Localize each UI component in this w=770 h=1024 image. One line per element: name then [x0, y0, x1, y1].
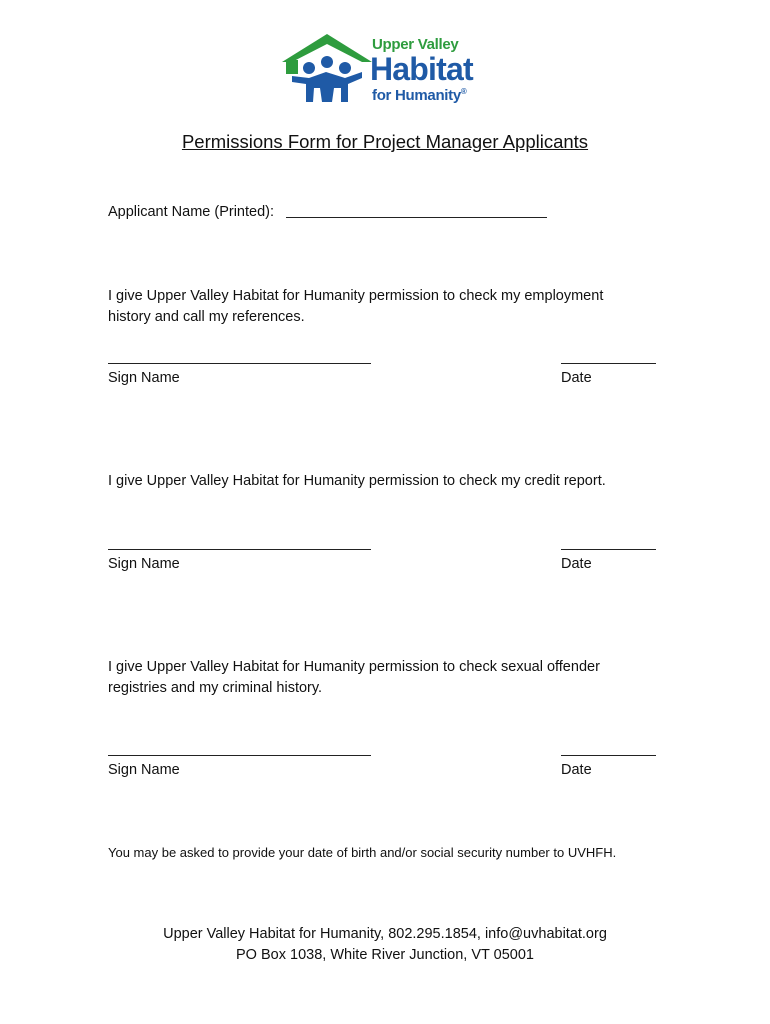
- date-label: Date: [561, 556, 592, 572]
- logo-text-upper-valley: Upper Valley: [372, 36, 459, 53]
- signature-line-criminal[interactable]: [108, 755, 371, 756]
- signature-line-credit[interactable]: [108, 549, 371, 550]
- disclosure-note: You may be asked to provide your date of birth and/or social security number to UVHFH.: [108, 845, 617, 860]
- organization-logo: [282, 32, 497, 110]
- date-line-criminal[interactable]: [561, 755, 656, 756]
- date-line-credit[interactable]: [561, 549, 656, 550]
- footer-contact: Upper Valley Habitat for Humanity, 802.295.1854, info@uvhabitat.org: [163, 926, 607, 942]
- signature-line-employment[interactable]: [108, 363, 371, 364]
- footer-address: PO Box 1038, White River Junction, VT 05001: [236, 947, 534, 963]
- sign-name-label: Sign Name: [108, 556, 180, 572]
- date-line-employment[interactable]: [561, 363, 656, 364]
- permission-text-credit: I give Upper Valley Habitat for Humanity permission to check my credit report.: [108, 473, 606, 489]
- habitat-house-people-icon: [282, 32, 372, 110]
- applicant-name-label: Applicant Name (Printed):: [108, 204, 275, 220]
- logo-text-habitat: Habitat: [370, 51, 473, 87]
- sign-name-label: Sign Name: [108, 370, 180, 386]
- applicant-name-field[interactable]: [286, 217, 547, 218]
- date-label: Date: [561, 762, 592, 778]
- date-label: Date: [561, 370, 592, 386]
- permission-text-employment: I give Upper Valley Habitat for Humanity permission to check my employment history and call my references.: [108, 288, 604, 325]
- logo-text-for-humanity: for Humanity®: [372, 87, 467, 104]
- sign-name-label: Sign Name: [108, 762, 180, 778]
- permission-text-criminal: I give Upper Valley Habitat for Humanity permission to check sexual offender registries and my criminal history.: [108, 659, 600, 696]
- page-title: Permissions Form for Project Manager Applicants: [181, 131, 589, 152]
